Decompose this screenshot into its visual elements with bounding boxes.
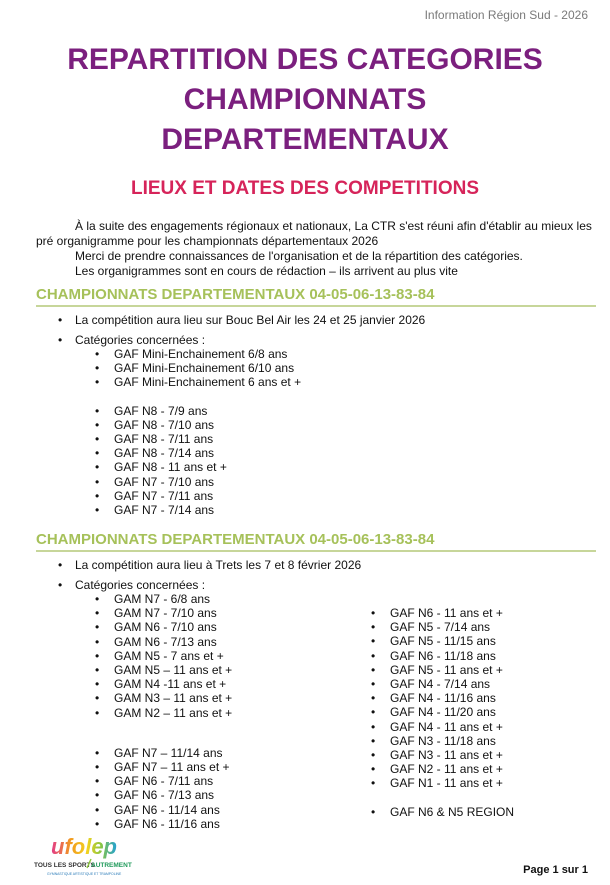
ufolep-logo bbox=[33, 834, 153, 880]
list-item: • GAF N6 - 7/13 ans bbox=[95, 788, 371, 802]
section-2-gam-list bbox=[95, 592, 371, 720]
list-item: • GAF N5 - 11/15 ans bbox=[371, 634, 514, 648]
list-item: • GAF N8 - 7/10 ans bbox=[95, 418, 596, 432]
title-line-1: REPARTITION DES CATEGORIES bbox=[67, 43, 543, 76]
section-1-group-a bbox=[95, 347, 596, 390]
list-item: • GAF N8 - 11 ans et + bbox=[95, 460, 596, 474]
list-item: • GAF N7 – 11/14 ans bbox=[95, 746, 371, 760]
list-item: • GAF N4 - 11/16 ans bbox=[371, 691, 514, 705]
list-item: • GAF N6 - 11/14 ans bbox=[95, 803, 371, 817]
logo-wordmark: ufolep bbox=[51, 834, 117, 859]
list-item: • GAF N4 - 11 ans et + bbox=[371, 720, 514, 734]
list-item: • GAF N7 - 7/14 ans bbox=[95, 503, 596, 517]
section-2-categories bbox=[58, 578, 596, 831]
list-item: • GAF N4 - 11/20 ans bbox=[371, 705, 514, 719]
list-item: • GAF N3 - 11 ans et + bbox=[371, 748, 514, 762]
section-2-region-list bbox=[371, 805, 514, 819]
intro-paragraph-1: À la suite des engagements régionaux et nationaux, La CTR s'est réuni afin d'établir au mieux les bbox=[75, 219, 592, 233]
logo-small-text: GYMNASTIQUE ARTISTIQUE ET TRAMPOLINE bbox=[47, 872, 122, 876]
intro-paragraph-1b: pré organigramme pour les championnats départementaux 2026 bbox=[36, 234, 379, 248]
list-item: • GAF N7 - 7/11 ans bbox=[95, 489, 596, 503]
list-item: • GAM N5 - 7 ans et + bbox=[95, 649, 371, 663]
intro-paragraph-2: Merci de prendre connaissances de l'organisation et de la répartition des catégories. bbox=[75, 249, 523, 263]
list-item: • GAM N7 - 6/8 ans bbox=[95, 592, 371, 606]
list-item: • GAM N3 – 11 ans et + bbox=[95, 691, 371, 705]
list-item: • GAF N5 - 11 ans et + bbox=[371, 663, 514, 677]
list-item: • GAM N4 -11 ans et + bbox=[95, 677, 371, 691]
list-item: • GAF N1 - 11 ans et + bbox=[371, 776, 514, 790]
section-2-columns bbox=[75, 592, 596, 831]
section-1 bbox=[36, 286, 596, 517]
logo-tagline-1: TOUS LES SPORTS bbox=[34, 862, 95, 869]
list-item: • GAF N5 - 7/14 ans bbox=[371, 620, 514, 634]
list-item: • GAF N8 - 7/11 ans bbox=[95, 432, 596, 446]
list-item: • GAF N6 & N5 REGION bbox=[371, 805, 514, 819]
section-1-categories bbox=[58, 333, 596, 517]
section-2-gaf-left-list bbox=[95, 746, 371, 831]
section-1-location: • La compétition aura lieu sur Bouc Bel Air les 24 et 25 janvier 2026 bbox=[58, 313, 596, 327]
section-1-list bbox=[58, 313, 596, 517]
section-heading-1: CHAMPIONNATS DEPARTEMENTAUX 04-05-06-13-83-84 bbox=[36, 286, 596, 307]
list-item: • GAM N6 - 7/13 ans bbox=[95, 635, 371, 649]
title-line-2: CHAMPIONNATS bbox=[183, 83, 427, 116]
section-2-left-column bbox=[75, 592, 371, 831]
section-2 bbox=[36, 531, 596, 831]
list-item: • GAF N6 - 11 ans et + bbox=[371, 606, 514, 620]
intro-text bbox=[36, 219, 596, 279]
list-item: • GAM N6 - 7/10 ans bbox=[95, 620, 371, 634]
list-item: • GAF N6 - 11/18 ans bbox=[371, 649, 514, 663]
page-number: Page 1 sur 1 bbox=[523, 864, 588, 876]
intro-paragraph-3: Les organigrammes sont en cours de rédaction – ils arrivent au plus vite bbox=[75, 264, 458, 278]
list-item: • GAM N7 - 7/10 ans bbox=[95, 606, 371, 620]
categories-label: Catégories concernées : bbox=[75, 333, 206, 347]
list-item: • GAF N3 - 11/18 ans bbox=[371, 734, 514, 748]
logo-tagline-2: AUTREMENT bbox=[91, 862, 132, 869]
list-item: • GAF Mini-Enchainement 6/8 ans bbox=[95, 347, 596, 361]
title-line-3: DEPARTEMENTAUX bbox=[161, 123, 449, 156]
list-item: • GAF N8 - 7/9 ans bbox=[95, 404, 596, 418]
section-2-right-column bbox=[371, 592, 514, 831]
list-item: • GAF N7 – 11 ans et + bbox=[95, 760, 371, 774]
list-item: • GAF N4 - 7/14 ans bbox=[371, 677, 514, 691]
header-note: Information Région Sud - 2026 bbox=[424, 8, 588, 22]
list-item: • GAM N2 – 11 ans et + bbox=[95, 706, 371, 720]
list-item: • GAM N5 – 11 ans et + bbox=[95, 663, 371, 677]
list-item: • GAF N6 - 11/16 ans bbox=[95, 817, 371, 831]
categories-label: Catégories concernées : bbox=[75, 578, 206, 592]
list-item: • GAF N2 - 11 ans et + bbox=[371, 762, 514, 776]
page-title bbox=[0, 40, 610, 160]
section-2-list bbox=[58, 558, 596, 831]
section-2-location: • La compétition aura lieu à Trets les 7 et 8 février 2026 bbox=[58, 558, 596, 572]
list-item: • GAF N6 - 7/11 ans bbox=[95, 774, 371, 788]
list-item: • GAF N7 - 7/10 ans bbox=[95, 475, 596, 489]
list-item: • GAF Mini-Enchainement 6 ans et + bbox=[95, 375, 596, 389]
section-heading-2: CHAMPIONNATS DEPARTEMENTAUX 04-05-06-13-83-84 bbox=[36, 531, 596, 552]
section-1-group-b bbox=[95, 404, 596, 518]
section-2-gaf-right-list bbox=[371, 606, 514, 791]
list-item: • GAF N8 - 7/14 ans bbox=[95, 446, 596, 460]
page-subtitle: LIEUX ET DATES DES COMPETITIONS bbox=[130, 178, 479, 199]
list-item: • GAF Mini-Enchainement 6/10 ans bbox=[95, 361, 596, 375]
